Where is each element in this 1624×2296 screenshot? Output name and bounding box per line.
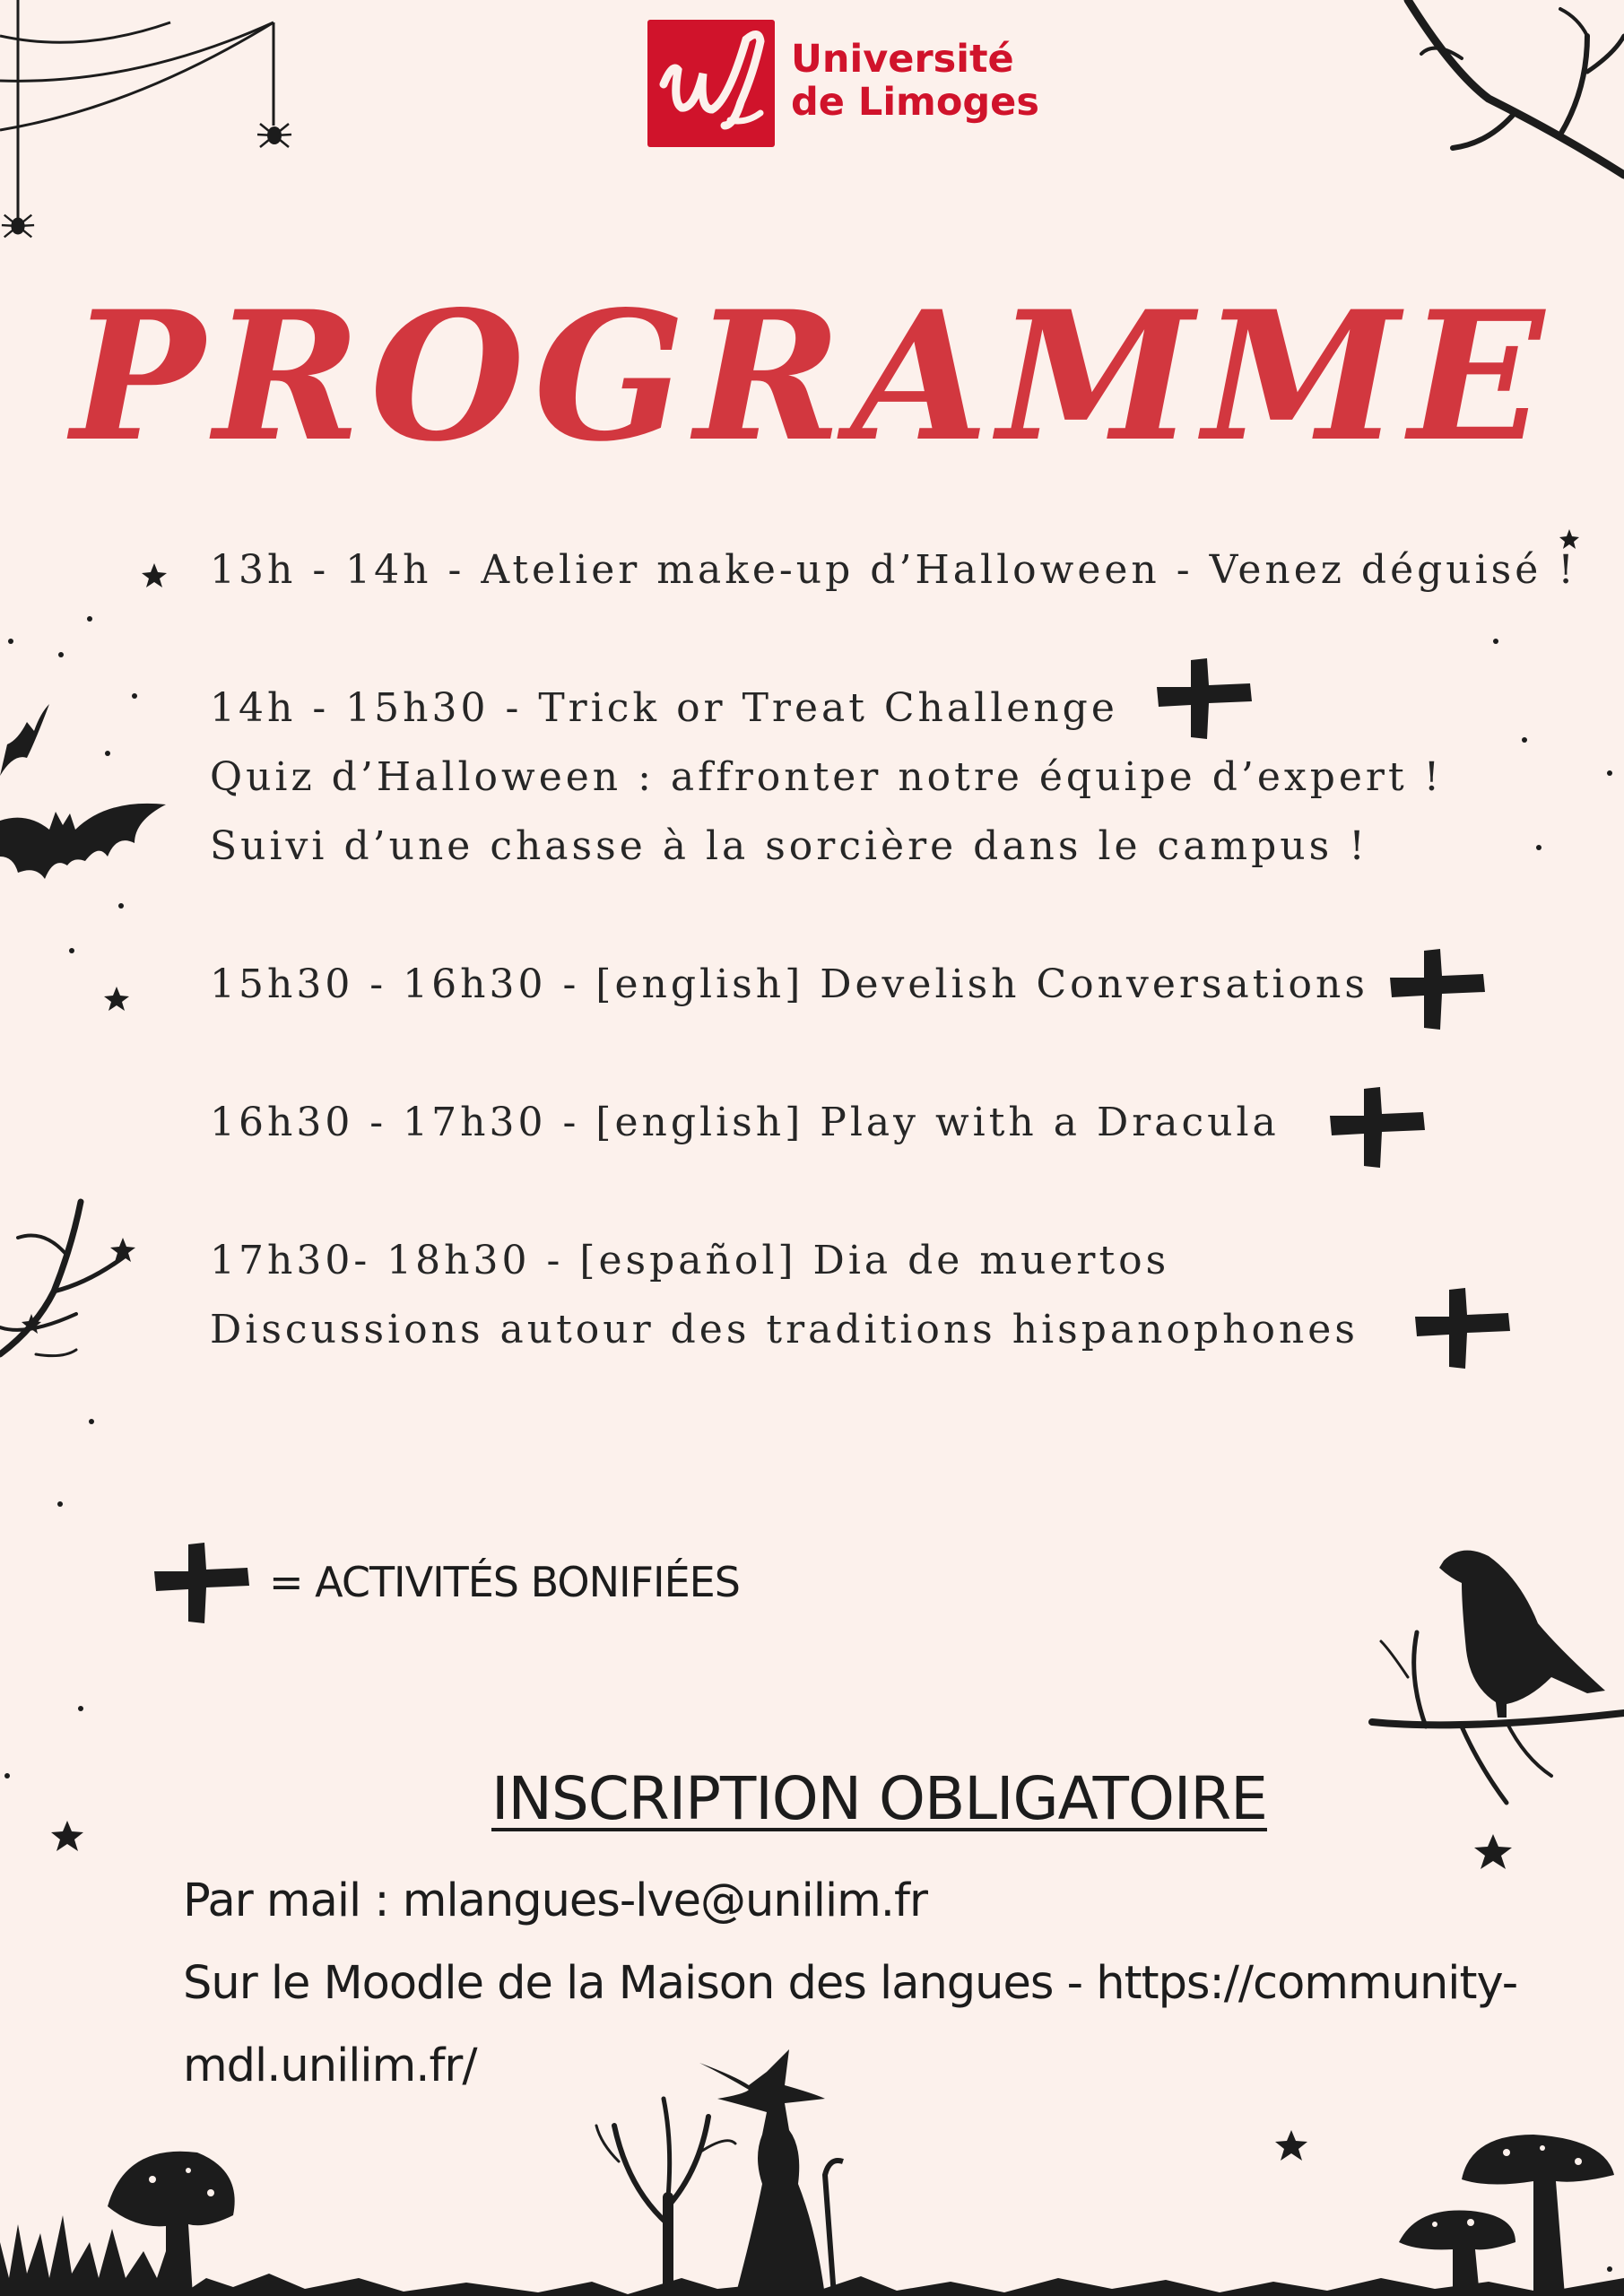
inscription-moodle-line-2: mdl.unilim.fr/ [183,2039,477,2092]
program-item-4: 16h30 - 17h30 - [english] Play with a Dracula [210,1100,1280,1145]
bonus-plus-icon [1157,658,1252,739]
inscription-title-text: INSCRIPTION OBLIGATOIRE [491,1764,1267,1833]
logo-line-1: Université [791,37,1014,82]
inscription-moodle-line-1: Sur le Moodle de la Maison des langues - https://community- [183,1957,1518,2010]
university-logo-icon [647,20,775,147]
program-item-5-line-2: Discussions autour des traditions hispanophones [210,1307,1359,1352]
bonus-plus-icon [1390,949,1485,1030]
bonus-legend: = ACTIVITÉS BONIFIÉES [269,1558,740,1606]
bonus-plus-icon [154,1543,249,1623]
program-item-2-line-3: Suivi d’une chasse à la sorcière dans le campus ! [210,823,1368,869]
university-name [791,38,1039,124]
page-title: PROGRAMME [71,272,1553,481]
bonus-plus-icon [1330,1087,1425,1168]
program-item-5-line-1: 17h30- 18h30 - [español] Dia de muertos [210,1238,1170,1283]
program-item-2-line-1: 14h - 15h30 - Trick or Treat Challenge [210,685,1118,731]
program-item-2-line-2: Quiz d’Halloween : affronter notre équipe d’expert ! [210,754,1444,800]
bonus-plus-icon [1415,1288,1510,1369]
program-item-3: 15h30 - 16h30 - [english] Develish Conversations [210,961,1368,1007]
inscription-email: Par mail : mlangues-lve@unilim.fr [183,1874,927,1927]
program-item-1: 13h - 14h - Atelier make-up d’Halloween - Venez déguisé ! [210,547,1577,593]
inscription-title [0,1763,1624,1835]
university-logo [647,20,1042,150]
logo-line-2: de Limoges [791,80,1039,125]
